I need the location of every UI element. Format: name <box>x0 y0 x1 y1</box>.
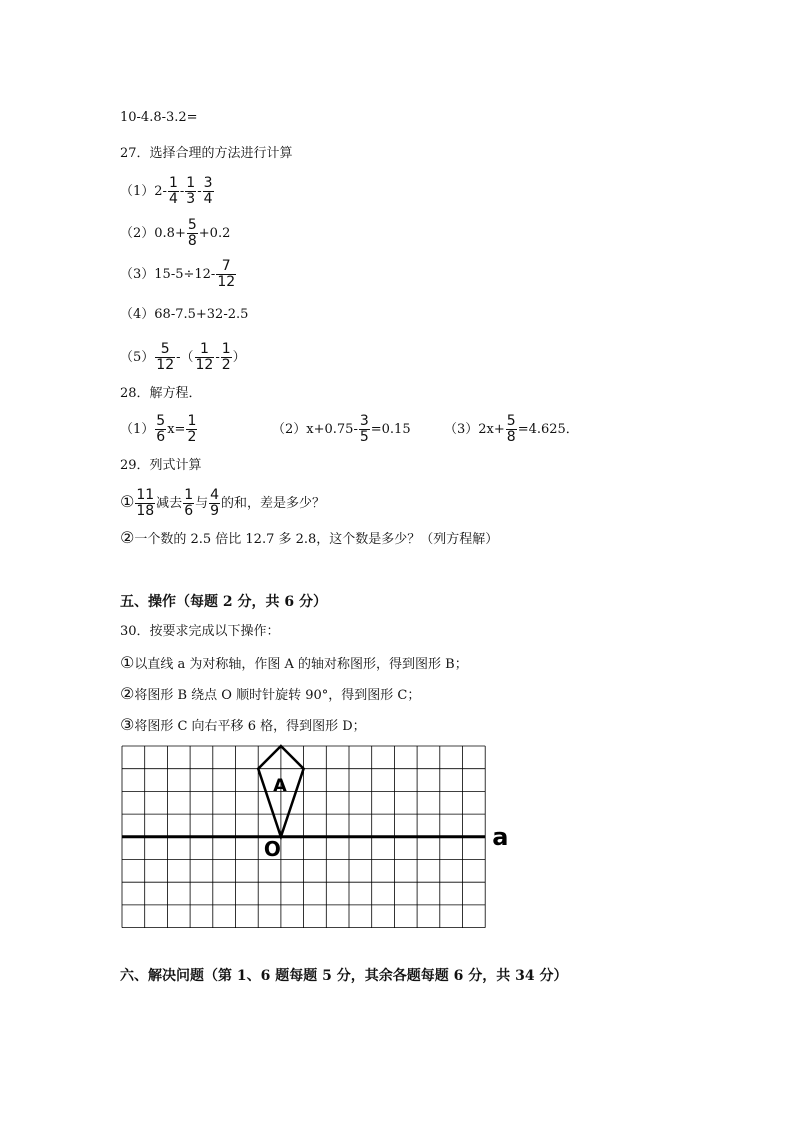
fraction <box>185 176 196 207</box>
q29-item1 <box>120 488 325 519</box>
circled-number: ② <box>120 528 135 547</box>
denominator: 6 <box>184 503 194 519</box>
circled-number: ① <box>120 492 135 511</box>
q28-eq3-label: （3） <box>444 422 479 437</box>
numerator: 11 <box>136 487 155 503</box>
section6-heading: 六、解决问题（第 1、6 题每题 5 分，其余各题每题 6 分，共 34 分） <box>120 968 568 984</box>
denominator: 18 <box>136 503 155 519</box>
question-text: 一个数的 2.5 倍比 12.7 多 2.8，这个数是多少？（列方程解） <box>134 532 499 547</box>
q28-eq2-label: （2） <box>272 422 307 437</box>
denominator: 2 <box>221 357 231 373</box>
expr-text: 减去 <box>156 496 183 511</box>
label-figure-a: A <box>272 775 287 797</box>
grid-svg <box>120 744 520 930</box>
q30-step1 <box>120 655 468 673</box>
q30-step2 <box>120 686 420 704</box>
denominator: 9 <box>210 503 220 519</box>
q27-part2-label: （2） <box>120 226 155 241</box>
denominator: 2 <box>187 429 197 445</box>
fraction <box>187 218 198 249</box>
numerator: 5 <box>506 413 516 429</box>
q27-part3 <box>120 259 237 290</box>
numerator: 1 <box>184 487 194 503</box>
numerator: 1 <box>168 175 178 191</box>
fraction <box>221 342 232 373</box>
section5-heading: 五、操作（每题 2 分，共 6 分） <box>120 594 327 610</box>
label-line-a: a <box>492 822 509 851</box>
circled-number: ① <box>120 653 135 672</box>
fraction <box>506 414 517 445</box>
q27-part4 <box>120 307 248 323</box>
q29-item2 <box>120 530 498 548</box>
q27-part1-label: （1） <box>120 184 155 199</box>
expr-text: 2x+ <box>478 422 505 437</box>
q27-part5-label: （5） <box>120 350 155 365</box>
numerator: 1 <box>186 175 196 191</box>
q27-part3-label: （3） <box>120 267 155 282</box>
operator: -（ <box>176 350 194 365</box>
q29-title: 29．列式计算 <box>120 458 202 473</box>
grid-figure <box>120 744 520 934</box>
expr-text: 的和，差是多少？ <box>221 496 326 511</box>
q30-step3 <box>120 717 366 735</box>
denominator: 4 <box>203 191 213 207</box>
expr-text: =0.15 <box>370 422 411 437</box>
numerator: 3 <box>359 413 369 429</box>
numerator: 5 <box>187 217 197 233</box>
denominator: 12 <box>156 357 175 373</box>
denominator: 8 <box>506 429 516 445</box>
q27-part2 <box>120 218 230 249</box>
step-text: 将图形 B 绕点 O 顺时针旋转 90°，得到图形 C； <box>134 688 421 703</box>
fraction <box>359 414 370 445</box>
q28-equation2 <box>272 414 411 445</box>
expr-text: 68-7.5+32-2.5 <box>154 307 249 322</box>
fraction <box>135 488 155 519</box>
step-text: 以直线 a 为对称轴，作图 A 的轴对称图形，得到图形 B； <box>134 657 468 672</box>
fraction <box>155 342 175 373</box>
numerator: 1 <box>187 413 197 429</box>
q28-eq1-label: （1） <box>120 422 155 437</box>
numerator: 3 <box>203 175 213 191</box>
numerator: 4 <box>210 487 220 503</box>
numerator: 5 <box>156 413 166 429</box>
fraction <box>155 414 166 445</box>
fraction <box>216 259 236 290</box>
operator: - <box>179 184 185 199</box>
expr-text: +0.2 <box>198 226 231 241</box>
top-expression: 10-4.8-3.2= <box>120 110 198 125</box>
fraction <box>186 414 197 445</box>
denominator: 3 <box>186 191 196 207</box>
expr-text: 0.8+ <box>154 226 186 241</box>
fraction <box>183 488 194 519</box>
circled-number: ③ <box>120 715 135 734</box>
q27-part1-pre: 2- <box>154 184 167 199</box>
q27-part1 <box>120 176 215 207</box>
expr-text: 与 <box>195 496 209 511</box>
expr-text: x+0.75- <box>306 422 358 437</box>
expr-text: x= <box>167 422 186 437</box>
expr-text: =4.625． <box>517 422 579 437</box>
fraction <box>209 488 220 519</box>
fraction <box>195 342 215 373</box>
numerator: 1 <box>221 341 231 357</box>
numerator: 7 <box>216 259 236 275</box>
expr-text: 15-5÷12- <box>154 267 216 282</box>
numerator: 5 <box>155 342 175 358</box>
circled-number: ② <box>120 684 135 703</box>
q27-part4-label: （4） <box>120 307 155 322</box>
denominator: 4 <box>168 191 178 207</box>
denominator: 6 <box>156 429 166 445</box>
step-text: 将图形 C 向右平移 6 格，得到图形 D； <box>134 719 366 734</box>
label-point-o: O <box>263 837 281 862</box>
q27-title: 27．选择合理的方法进行计算 <box>120 146 293 161</box>
q28-equation3 <box>444 414 579 445</box>
operator: ） <box>232 350 246 365</box>
denominator: 12 <box>217 274 236 290</box>
operator: - <box>215 350 220 365</box>
fraction <box>168 176 179 207</box>
numerator: 1 <box>195 342 215 358</box>
q27-part5 <box>120 342 246 373</box>
q28-title: 28．解方程． <box>120 386 202 401</box>
denominator: 12 <box>195 357 214 373</box>
denominator: 8 <box>187 233 197 249</box>
operator: - <box>197 184 202 199</box>
denominator: 5 <box>359 429 369 445</box>
fraction <box>203 176 214 207</box>
q30-title: 30．按要求完成以下操作： <box>120 624 280 639</box>
q28-equation1 <box>120 414 198 445</box>
